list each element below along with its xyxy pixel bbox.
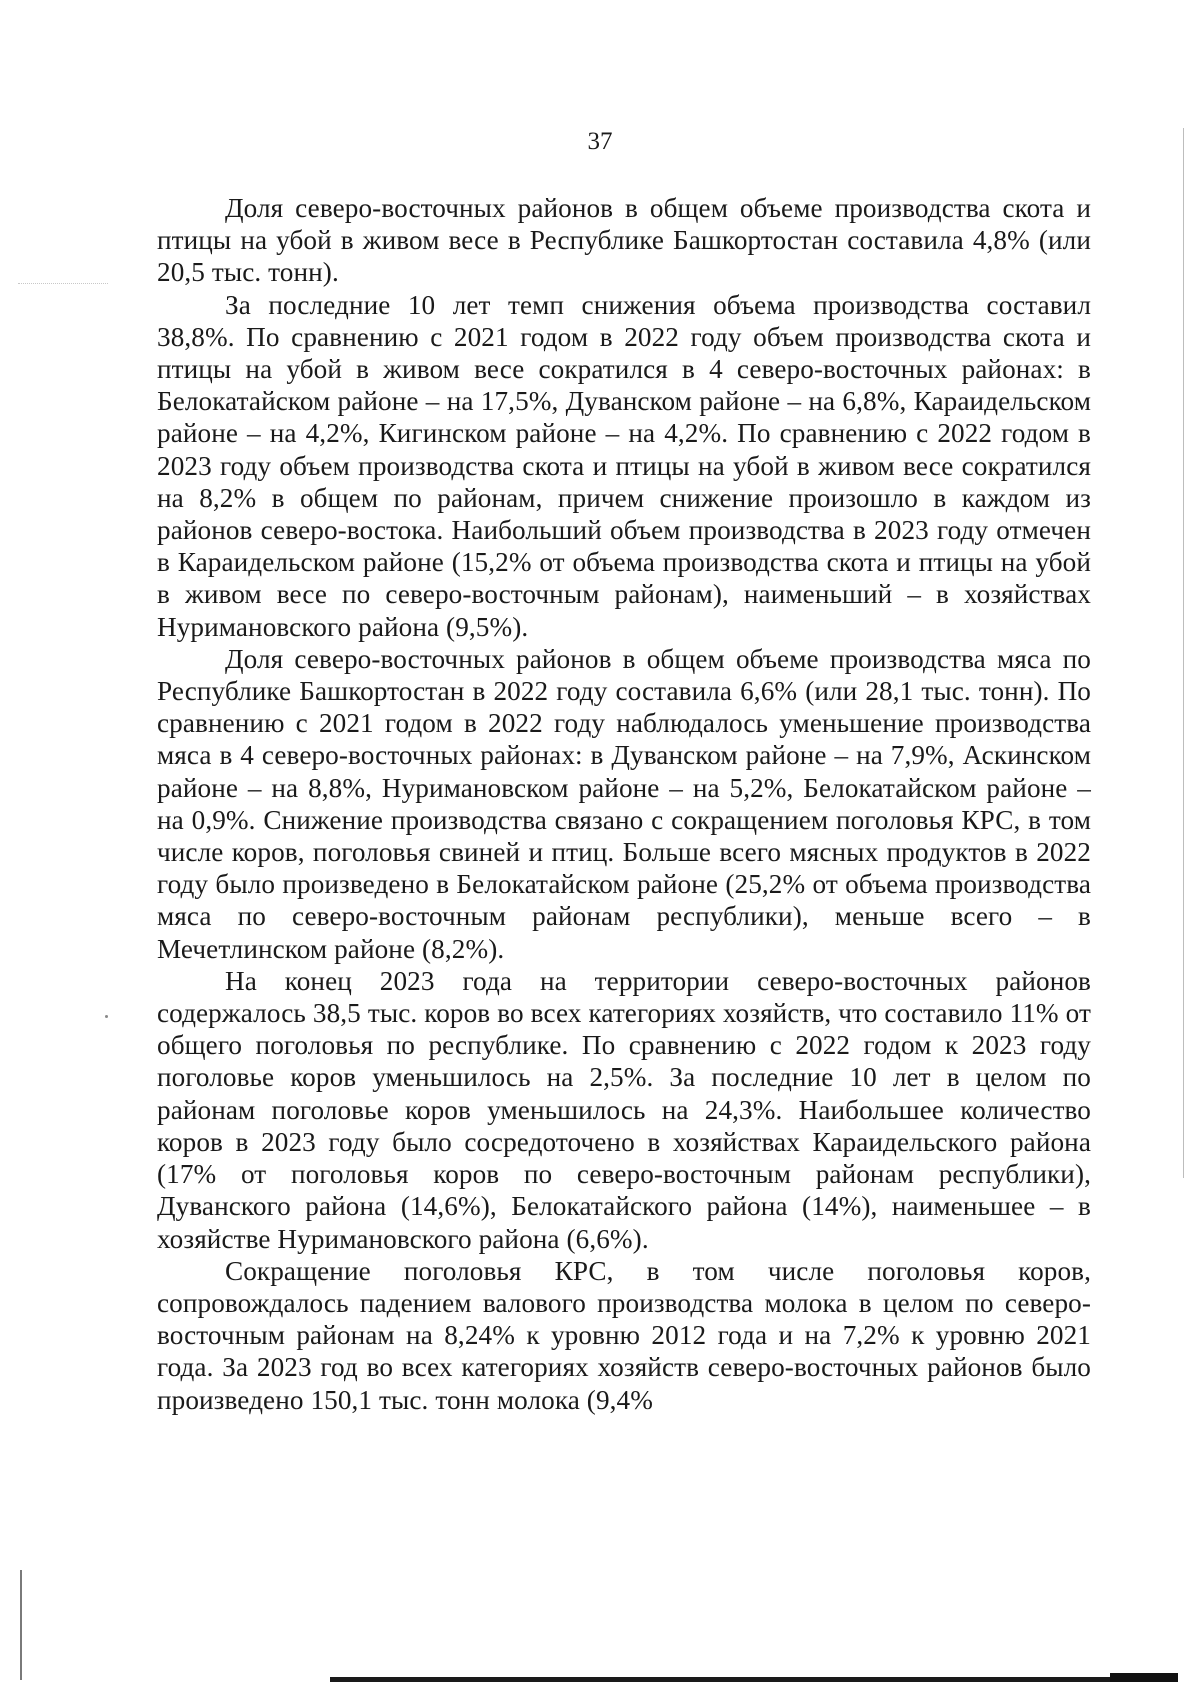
scan-artifact-line xyxy=(18,283,108,285)
scan-bottom-border xyxy=(330,1677,1178,1682)
paragraph-cow-population: На конец 2023 года на территории северо-восточных районов содержалось 38,5 тыс. коров во всех категориях хозяйств, что составило 11% от общего поголовья по республике. По сравнению с 2022 годом к 2023 году поголовье коров уменьшилось на 2,5%. За последние 10 лет в целом по районам поголовье коров уменьшилось на 24,3%. Наибольшее количество коров в 2023 году было сосредоточено в хозяйствах Караидельского района (17% от поголовья коров по северо-восточным районам республики), Дуванского района (14,6%), Белокатайского района (14%), наименьшее – в хозяйстве Нуримановского района (6,6%). xyxy=(157,965,1091,1254)
scan-edge-left xyxy=(20,1570,22,1680)
paragraph-meat-production: Доля северо-восточных районов в общем объеме производства мяса по Республике Башкортостан в 2022 году составила 6,6% (или 28,1 тыс. тонн). По сравнению с 2021 годом в 2022 году наблюдалось уменьшение производства мяса в 4 северо-восточных районах: в Дуванском районе – на 7,9%, Аскинском районе – на 8,8%, Нуримановском районе – на 5,2%, Белокатайском районе – на 0,9%. Снижение производства связано с сокращением поголовья КРС, в том числе коров, поголовья свиней и птиц. Больше всего мясных продуктов в 2022 году было произведено в Белокатайском районе (25,2% от объема производства мяса по северо-восточным районам республики), меньше всего – в Мечетлинском районе (8,2%). xyxy=(157,643,1091,964)
page-number: 37 xyxy=(587,128,613,155)
scan-bottom-border-end xyxy=(1110,1673,1178,1682)
scan-edge-right xyxy=(1183,128,1184,1178)
document-body xyxy=(157,192,1091,1416)
scan-artifact-dot xyxy=(105,1015,108,1018)
paragraph-livestock-share: Доля северо-восточных районов в общем объеме производства скота и птицы на убой в живом весе в Республике Башкортостан составила 4,8% (или 20,5 тыс. тонн). xyxy=(157,193,1091,288)
paragraph-milk-production: Сокращение поголовья КРС, в том числе поголовья коров, сопровождалось падением валового производства молока в целом по северо-восточным районам на 8,24% к уровню 2012 года и на 7,2% к уровню 2021 года. За 2023 год во всех категориях хозяйств северо-восточных районов было произведено 150,1 тыс. тонн молока (9,4% xyxy=(157,1255,1091,1415)
paragraph-production-decline: За последние 10 лет темп снижения объема производства составил 38,8%. По сравнению с 2021 годом в 2022 году объем производства скота и птицы на убой в живом весе сократился в 4 северо-восточных районах: в Белокатайском районе – на 17,5%, Дуванском районе – на 6,8%, Караидельском районе – на 4,2%, Кигинском районе – на 4,2%. По сравнению с 2022 годом в 2023 году объем производства скота и птицы на убой в живом весе сократился на 8,2% в общем по районам, причем снижение произошло в каждом из районов северо-востока. Наибольший объем производства в 2023 году отмечен в Караидельском районе (15,2% от объема производства скота и птицы на убой в живом весе по северо-восточным районам), наименьший – в хозяйствах Нуримановского района (9,5%). xyxy=(157,289,1091,642)
